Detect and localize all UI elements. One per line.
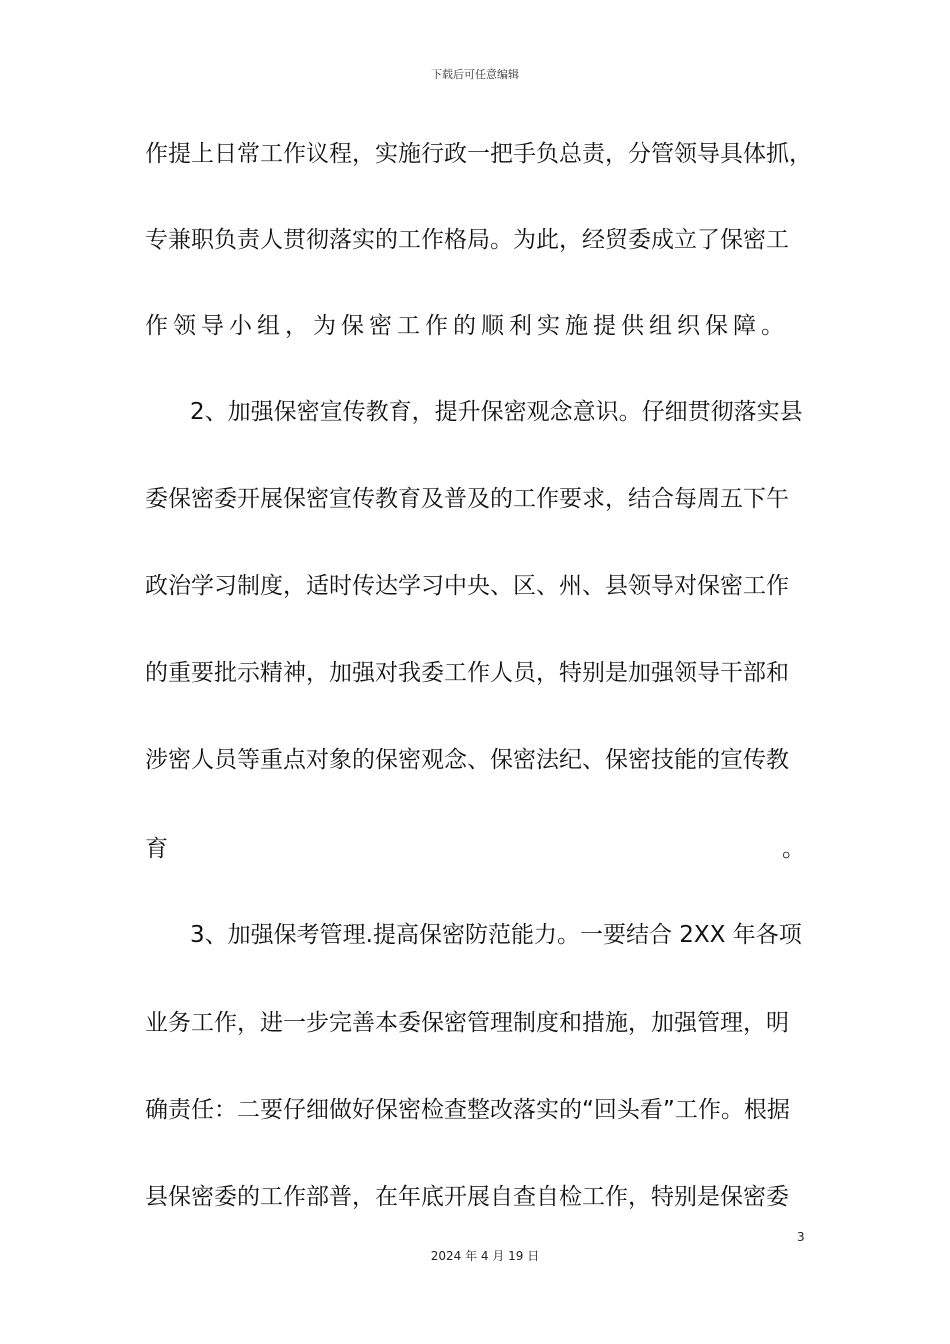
body-line-9: 育 [145,836,168,862]
body-line-4: 2、加强保密宣传教育，提升保密观念意识。仔细贯彻落实县 [190,399,803,425]
body-line-13: 县保密委的工作部普，在年底开展自查自检工作，特别是保密委 [145,1184,789,1210]
footer-date: 2024 年 4 月 19 日 [430,1249,540,1263]
body-line-6: 政治学习制度，适时传达学习中央、区、州、县领导对保密工作 [145,573,789,599]
body-line-2: 专兼职负责人贯彻落实的工作格局。为此，经贸委成立了保密工 [145,227,789,253]
page-header: 下载后可任意编辑 [431,68,519,81]
body-line-12: 确责任：二要仔细做好保密检查整改落实的“回头看”工作。根据 [145,1097,790,1123]
body-line-5: 委保密委开展保密宣传教育及普及的工作要求，结合每周五下午 [145,486,789,512]
body-line-10: 3、加强保考管理.提高保密防范能力。一要结合 2XX 年各项 [190,922,802,948]
page-number: 3 [797,1230,805,1244]
body-line-1: 作提上日常工作议程，实施行政一把手负总责，分管领导具体抓， [145,141,812,167]
paragraph-end-mark: 。 [782,836,805,862]
body-line-3: 作领导小组，为保密工作的顺利实施提供组织保障。 [145,313,789,339]
body-line-8: 涉密人员等重点对象的保密观念、保密法纪、保密技能的宣传教 [145,747,789,773]
body-line-11: 业务工作，进一步完善本委保密管理制度和措施，加强管理，明 [145,1010,789,1036]
body-line-7: 的重要批示精神，加强对我委工作人员，特别是加强领导干部和 [145,660,789,686]
